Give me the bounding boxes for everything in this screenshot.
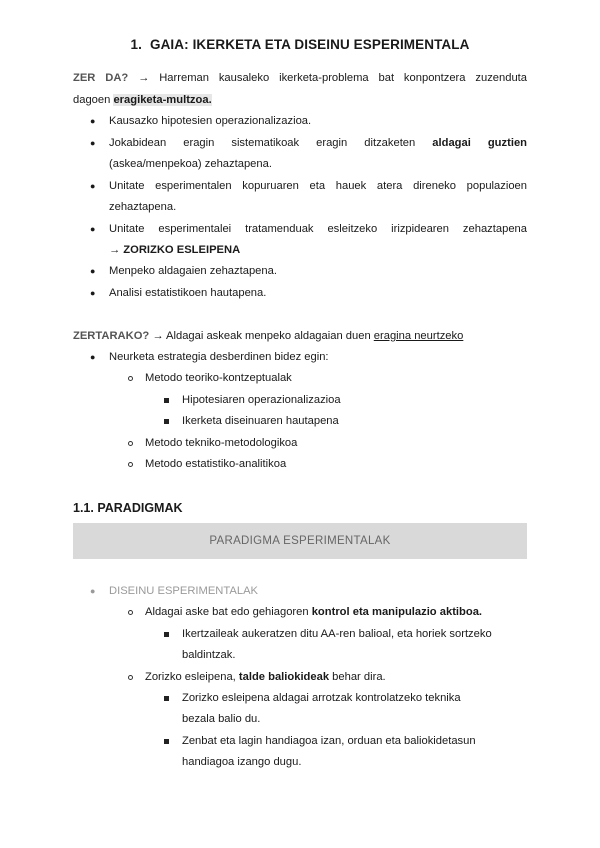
bullet-icon: ● [90, 116, 96, 126]
diseinu-heading: DISEINU ESPERIMENTALAK [109, 585, 258, 597]
list-item-continuation [109, 243, 240, 257]
title-text: GAIA: IKERKETA ETA DISEINU ESPERIMENTALA [149, 37, 470, 52]
list-item: Metodo teoriko-kontzeptualak [145, 372, 292, 384]
list-item [109, 136, 527, 150]
list-item-continuation: bezala balio du. [182, 713, 261, 725]
list-item-text: Zorizko esleipena, [145, 671, 236, 683]
bullet-icon: ● [90, 138, 96, 148]
list-item: Neurketa estrategia desberdinen bidez egin: [109, 351, 329, 363]
list-item: Zorizko esleipena aldagai arrotzak kontrolatzeko teknika [182, 692, 461, 704]
zer-da-paragraph-line2 [73, 93, 212, 107]
title-number: 1. [130, 37, 142, 52]
circle-bullet-icon [128, 376, 133, 381]
list-item: Ikertzaileak aukeratzen ditu AA-ren balioal, eta horiek sortzeko [182, 628, 492, 640]
square-bullet-icon [164, 696, 169, 701]
list-item-continuation: baldintzak. [182, 649, 236, 661]
list-item: Metodo tekniko-metodologikoa [145, 437, 298, 449]
circle-bullet-icon [128, 610, 133, 615]
list-item-text: behar dira. [332, 671, 386, 683]
bullet-icon: ● [90, 288, 96, 298]
square-bullet-icon [164, 632, 169, 637]
arrow-icon: → [138, 72, 150, 84]
circle-bullet-icon [128, 441, 133, 446]
arrow-icon: → [152, 330, 164, 342]
zer-da-label: ZER DA? [73, 72, 129, 84]
bullet-icon: ● [90, 224, 96, 234]
square-bullet-icon [164, 419, 169, 424]
bullet-icon: ● [90, 181, 96, 191]
list-item-bold: ZORIZKO ESLEIPENA [123, 244, 241, 256]
list-item: Kausazko hipotesien operazionalizazioa. [109, 115, 312, 127]
list-item [145, 605, 482, 619]
paradigm-banner [73, 523, 527, 559]
zertarako-label: ZERTARAKO? [73, 330, 150, 342]
page-title [0, 37, 600, 52]
bullet-icon: ● [90, 266, 96, 276]
list-item-bold: kontrol eta manipulazio aktiboa. [311, 606, 483, 618]
list-item-text: Jokabidean eragin sistematikoak eragin ditzaketen [109, 137, 416, 149]
list-item: Menpeko aldagaien zehaztapena. [109, 265, 277, 277]
list-item-continuation: zehaztapena. [109, 201, 177, 213]
square-bullet-icon [164, 398, 169, 403]
circle-bullet-icon [128, 675, 133, 680]
circle-bullet-icon [128, 462, 133, 467]
list-item: Zenbat eta lagin handiagoa izan, orduan eta baliokidetasun [182, 735, 476, 747]
list-item [145, 670, 386, 684]
list-item-continuation: (askea/menpekoa) zehaztapena. [109, 158, 272, 170]
square-bullet-icon [164, 739, 169, 744]
arrow-icon: → [109, 244, 121, 256]
zer-da-paragraph [73, 71, 527, 85]
zer-da-text2: dagoen [73, 94, 111, 106]
zer-da-text: Harreman kausaleko ikerketa-problema bat konpontzera zuzenduta [159, 72, 528, 84]
list-item-bold: talde baliokideak [238, 671, 330, 683]
list-item: Analisi estatistikoen hautapena. [109, 287, 267, 299]
list-item-continuation: handiagoa izango dugu. [182, 756, 302, 768]
list-item: Ikerketa diseinuaren hautapena [182, 415, 339, 427]
zertarako-paragraph [73, 329, 463, 343]
section-heading: 1.1. PARADIGMAK [73, 501, 183, 515]
list-item-bold: aldagai guztien [432, 137, 527, 149]
list-item-text: Aldagai aske bat edo gehiagoren [145, 606, 309, 618]
list-item: Metodo estatistiko-analitikoa [145, 458, 287, 470]
zertarako-underlined: eragina neurtzeko [373, 330, 464, 342]
banner-text: PARADIGMA ESPERIMENTALAK [209, 535, 391, 547]
list-item: Unitate esperimentalei tratamenduak esleitzeko irizpidearen zehaztapena [109, 223, 527, 235]
zertarako-text: Aldagai askeak menpeko aldagaian duen [166, 330, 371, 342]
list-item: Unitate esperimentalen kopuruaren eta hauek atera direneko populazioen [109, 180, 527, 192]
zer-da-highlight: eragiketa-multzoa. [113, 94, 212, 106]
list-item: Hipotesiaren operazionalizazioa [182, 394, 341, 406]
bullet-icon: ● [90, 352, 96, 362]
bullet-icon: ● [90, 586, 96, 596]
